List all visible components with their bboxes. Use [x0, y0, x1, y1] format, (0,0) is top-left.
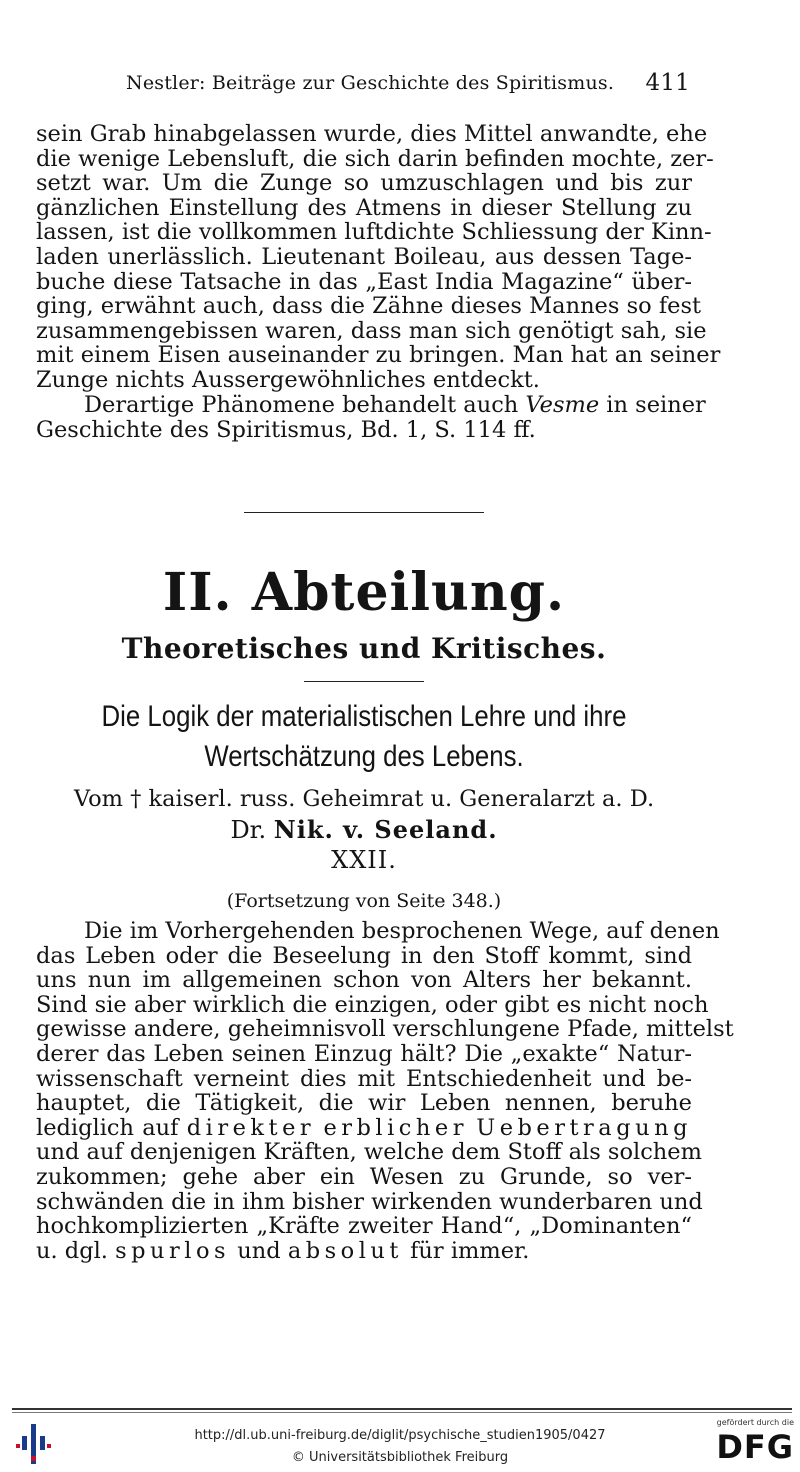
- text-line: lassen, ist die vollkommen luftdichte Schliessung der Kinn-: [36, 219, 712, 246]
- text-line: schwänden die in ihm bisher wirkenden wunderbaren und: [36, 1188, 703, 1215]
- text-line: setzt war. Um die Zunge so umzuschlagen und bis zur: [36, 170, 692, 197]
- text-run: für immer.: [402, 1237, 530, 1264]
- text-line: mit einem Eisen auseinander zu bringen. Man hat an seiner: [36, 342, 721, 369]
- text-run: in seiner: [599, 392, 706, 418]
- author-name-italic: Vesme: [525, 392, 600, 418]
- dfg-caption: gefördert durch die: [716, 1418, 794, 1427]
- author-byline: Vom † kaiserl. russ. Geheimrat u. Generalarzt a. D.: [73, 786, 655, 812]
- text-line: das Leben oder die Beseelung in den Stoff kommt, sind: [36, 942, 692, 969]
- text-line: hochkomplizierten „Kräfte zweiter Hand“, „Dominanten“: [36, 1213, 692, 1240]
- text-line: gänzlichen Einstellung des Atmens in dieser Stellung zu: [36, 194, 692, 221]
- text-run: Derartige Phänomene behandelt auch: [84, 392, 526, 418]
- copyright-notice: © Universitätsbibliothek Freiburg: [291, 1450, 509, 1465]
- text-run: und: [230, 1237, 288, 1264]
- emphasis-spaced: absolut: [287, 1237, 403, 1264]
- text-line: uns nun im allgemeinen schon von Alters her bekannt.: [36, 967, 692, 994]
- permalink-url[interactable]: http://dl.ub.uni-freiburg.de/diglit/psychische_studien1905/0427: [194, 1428, 606, 1443]
- text-line: Zunge nichts Aussergewöhnliches entdeckt.: [36, 366, 540, 393]
- text-line: wissenschaft verneint dies mit Entschiedenheit und be-: [36, 1065, 692, 1092]
- paragraph-continuation: [36, 121, 721, 393]
- text-line: [36, 1239, 692, 1264]
- footer-divider-thin: [12, 1412, 792, 1413]
- emphasis-spaced: spurlos: [115, 1237, 231, 1264]
- author-name: [0, 815, 728, 844]
- author-prefix: Dr.: [230, 816, 274, 844]
- text-run: u. dgl.: [36, 1237, 116, 1264]
- text-line: hauptet, die Tätigkeit, die wir Leben nennen, beruhe: [36, 1090, 692, 1117]
- text-line: [36, 392, 706, 418]
- section-heading: II. Abteilung.: [162, 562, 566, 623]
- continuation-note: (Fortsetzung von Seite 348.): [226, 890, 502, 912]
- running-head: [36, 72, 692, 102]
- text-line: zusammengebissen waren, dass man sich genötigt sah, sie: [36, 317, 707, 344]
- text-line: Geschichte des Spiritismus, Bd. 1, S. 114 ff.: [36, 416, 536, 443]
- text-line: buche diese Tatsache in das „East India Magazine“ über-: [36, 268, 692, 295]
- article-title-line-2: Wertschätzung des Lebens.: [204, 740, 524, 773]
- emphasis-spaced: direkter: [186, 1114, 316, 1141]
- text-line: und auf denjenigen Kräften, welche dem Stoff als solchem: [36, 1139, 702, 1166]
- section-subheading: Theoretisches und Kritisches.: [121, 632, 607, 665]
- running-head-title: Nestler: Beiträge zur Geschichte des Spiritismus.: [126, 72, 615, 94]
- text-line: laden unerlässlich. Lieutenant Boileau, aus dessen Tage-: [36, 243, 692, 270]
- section-divider: [244, 512, 484, 513]
- article-title-line-1: Die Logik der materialistischen Lehre und ihre: [101, 700, 627, 733]
- paragraph-main: [36, 918, 734, 1264]
- emphasis-spaced: Uebertragung: [476, 1114, 692, 1141]
- part-number: XXII.: [331, 846, 397, 874]
- page-number: 411: [645, 70, 690, 96]
- text-line: Die im Vorhergehenden besprochenen Wege, auf denen: [84, 918, 720, 944]
- text-line: zukommen; gehe aber ein Wesen zu Grunde, so ver-: [36, 1163, 692, 1190]
- text-run: [468, 1115, 476, 1141]
- text-line: ging, erwähnt auch, dass die Zähne dieses Mannes so fest: [36, 293, 702, 320]
- text-line: gewisse andere, geheimnisvoll verschlungene Pfade, mittelst: [36, 1016, 734, 1043]
- dfg-logo: [706, 1418, 794, 1468]
- title-divider: [304, 681, 424, 682]
- author-name-bold: Nik. v. Seeland.: [273, 815, 498, 844]
- emphasis-spaced: erblicher: [323, 1114, 468, 1141]
- text-line: [36, 1116, 692, 1141]
- text-line: die wenige Lebensluft, die sich darin befinden mochte, zer-: [36, 145, 714, 172]
- text-run: lediglich auf: [36, 1114, 187, 1141]
- dfg-wordmark: DFG: [716, 1428, 794, 1466]
- paragraph-vesme-reference: [36, 392, 706, 443]
- text-line: Sind sie aber wirklich die einzigen, oder gibt es nicht noch: [36, 991, 709, 1018]
- text-line: sein Grab hinabgelassen wurde, dies Mittel anwandte, ehe: [36, 121, 708, 147]
- text-line: derer das Leben seinen Einzug hält? Die „exakte“ Natur-: [36, 1040, 692, 1067]
- footer-divider: [12, 1408, 792, 1410]
